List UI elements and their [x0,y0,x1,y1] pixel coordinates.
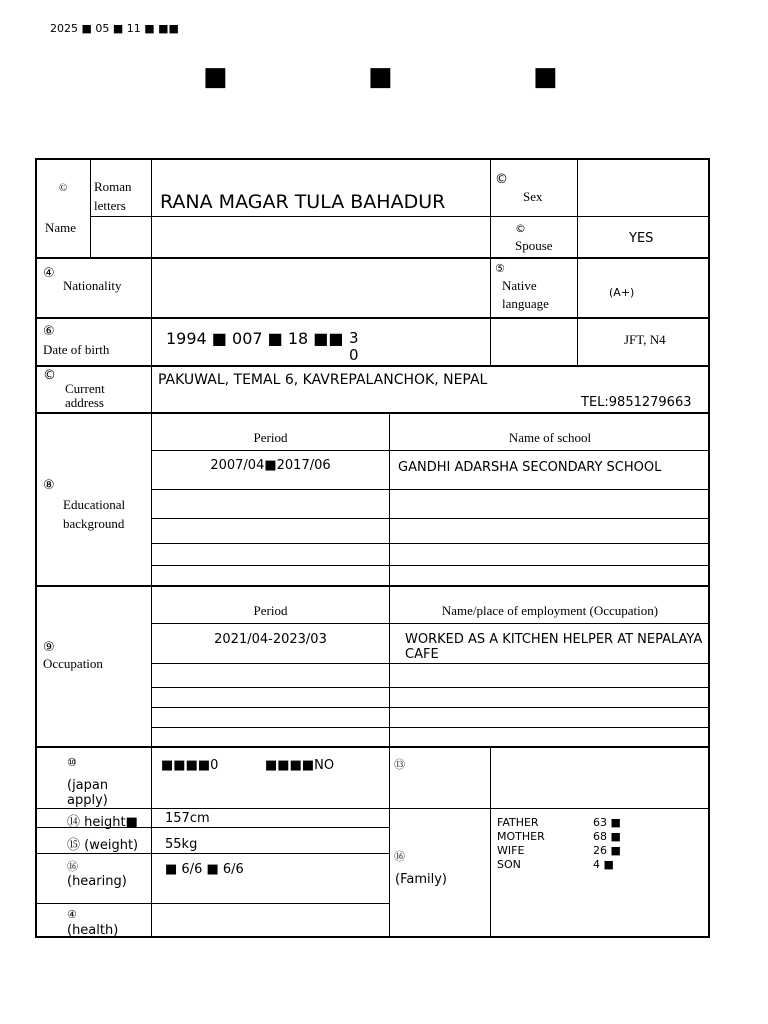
divider [151,707,710,708]
health-label: ④ [67,908,77,921]
native-language-level: (A+) [609,286,635,299]
hearing-value: ■ 6/6 ■ 6/6 [165,862,244,877]
title-char-2: ■ [368,62,393,92]
spouse-value: YES [629,231,654,246]
family-member-age: 26 ■ [593,844,621,857]
divider [151,565,710,566]
divider [151,160,152,938]
divider [490,216,710,217]
name-label-mark: © [59,182,68,194]
sex-label-en: Sex [523,189,543,204]
divider [37,853,389,854]
height-label: ⑭ height■ [67,815,138,830]
family-label: ⑯ [394,850,405,863]
divider [577,160,578,366]
title-char-3: ■ [533,62,558,92]
address-tel: TEL:9851279663 [581,395,692,410]
address-label-en-1: Current [65,381,105,396]
age-digit-2: 0 [349,346,359,364]
address-label-en-2: address [65,395,104,410]
japan-apply-label: ⑩ [67,756,77,769]
occupation-period-label-en: Period [253,603,288,618]
family-member-age: 68 ■ [593,830,621,843]
japan-apply-result: ■■■■NO [265,758,335,773]
education-label-en-1: Educational [63,497,126,512]
age-digit-1: 3 [349,329,359,347]
family-member-age: 63 ■ [593,816,621,829]
education-school-label-en: Name of school [508,430,592,445]
hearing-label-en: (hearing) [67,874,127,889]
family-label-en: (Family) [395,872,447,887]
japan-apply-count: ■■■■0 [161,758,219,773]
divider [37,317,710,319]
resume-form [35,158,710,938]
birth-value: 1994 ■ 007 ■ 18 ■■ [166,329,344,348]
divider [490,747,491,938]
birth-label: ⑥ [43,324,55,339]
divider [151,727,710,728]
occupation-row-period: 2021/04-2023/03 [214,632,327,647]
occupation-row-employment: WORKED AS A KITCHEN HELPER AT NEPALAYA CAFE [405,632,703,662]
native-language-label-en-2: language [502,296,549,311]
occupation-employment-label-en: Name/place of employment (Occupation) [441,603,659,618]
divider [151,687,710,688]
spouse-label: © [515,222,526,235]
divider [151,450,710,451]
item13-label: ⑬ [394,758,405,771]
divider [90,160,91,259]
roman-label-line-2: letters [94,198,126,213]
divider [151,663,710,664]
divider [37,257,710,259]
family-member-relation: MOTHER [497,830,545,843]
native-language-label: ⑤ [495,262,505,275]
divider [151,489,710,490]
japanese-value: JFT, N4 [624,332,666,347]
divider [37,746,710,748]
name-label-en: Name [45,220,77,235]
address-label: © [43,368,56,383]
health-label-en: (health) [67,923,119,938]
divider [37,412,710,414]
occupation-label: ⑨ [43,640,55,655]
education-row-period: 2007/04■2017/06 [210,458,331,473]
family-member-age: 4 ■ [593,858,614,871]
sex-label: © [495,172,508,187]
education-label: ⑧ [43,478,55,493]
document-date: 2025 ■ 05 ■ 11 ■ ■■ [50,22,179,35]
nationality-label-en: Nationality [63,278,122,293]
family-member-relation: FATHER [497,816,539,829]
family-member-relation: SON [497,858,521,871]
hearing-label: ⑯ [67,860,78,873]
divider [151,623,710,624]
japan-apply-label-en-2: apply) [67,793,108,808]
divider [151,543,710,544]
occupation-label-en: Occupation [43,656,103,671]
divider [151,518,710,519]
education-label-en-2: background [63,516,125,531]
education-period-label-en: Period [253,430,288,445]
native-language-label-en-1: Native [502,278,537,293]
divider [37,365,710,367]
weight-label: ⑮ (weight) [67,838,139,853]
roman-name-value: RANA MAGAR TULA BAHADUR [160,191,446,213]
title-char-1: ■ [203,62,228,92]
weight-value: 55kg [165,837,198,852]
birth-label-en: Date of birth [43,342,110,357]
roman-label-line-1: Roman [94,179,132,194]
address-value: PAKUWAL, TEMAL 6, KAVREPALANCHOK, NEPAL [158,372,488,388]
divider [490,160,491,366]
document-title [0,62,768,94]
divider [37,808,710,809]
japan-apply-label-en-1: (japan [67,778,109,793]
nationality-label: ④ [43,266,55,281]
divider [37,585,710,587]
spouse-label-en: Spouse [515,238,553,253]
height-value: 157cm [165,811,210,826]
family-member-relation: WIFE [497,844,525,857]
divider [389,413,390,938]
education-row-school: GANDHI ADARSHA SECONDARY SCHOOL [398,460,662,475]
divider [37,903,389,904]
